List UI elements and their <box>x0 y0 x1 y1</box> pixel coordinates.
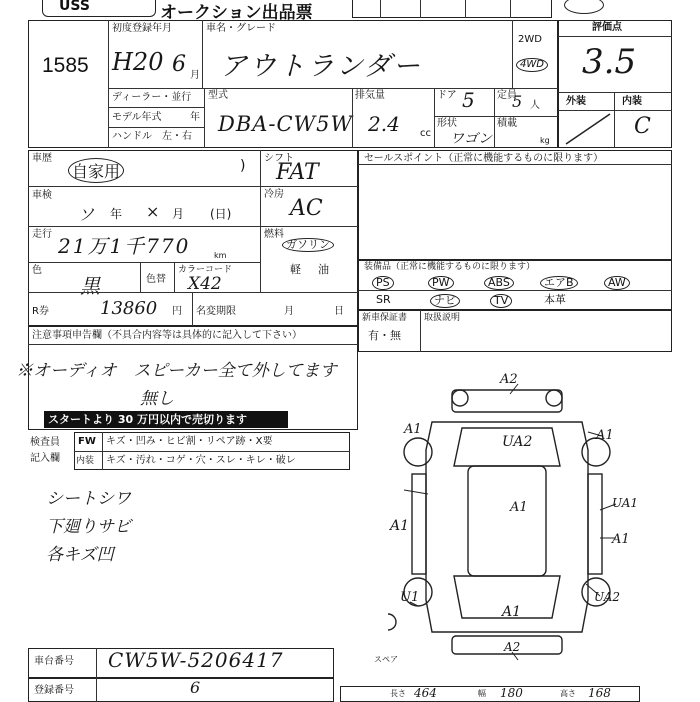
equip-abs: ABS <box>484 276 514 290</box>
color-code-label: カラーコード <box>178 265 233 275</box>
usage-label: 車歴 <box>32 153 52 164</box>
inspection-month: 月 <box>172 207 185 221</box>
owner-manual-label: 取扱説明 <box>424 313 461 323</box>
diagram-mark-8: A1 <box>510 500 528 515</box>
spare-label: スペア <box>374 655 398 664</box>
equip-ps: PS <box>372 276 394 290</box>
inspector-line1: シートシワ <box>46 489 131 509</box>
fuel-value: ガソリン <box>282 238 334 252</box>
diagram-mark-7: A1 <box>612 532 630 547</box>
mileage-value: 21万1千770 <box>58 234 191 258</box>
int-items: キズ・汚れ・コゲ・穴・スレ・キレ・破レ <box>106 455 296 466</box>
notes-line1: ※オーディオ スピーカー全て外してます <box>16 361 337 381</box>
displacement-value: 2.4 <box>368 112 400 136</box>
equip-sr: SR <box>376 293 391 306</box>
equip-pw: PW <box>428 276 454 290</box>
seats-label: 定員 <box>497 90 517 101</box>
inspector-line2: 下廻りサビ <box>46 517 131 537</box>
size-value-length: 464 <box>414 686 437 700</box>
header-circle-mark <box>564 0 604 14</box>
name-change-day: 日 <box>334 306 344 317</box>
header-mini-table <box>352 0 552 18</box>
registration-label: 初度登録年月 <box>112 23 172 34</box>
fuel-label: 燃料 <box>264 229 284 240</box>
inspection-year-mark: ソ <box>78 205 95 224</box>
shift-value: FAT <box>276 160 319 185</box>
vehicle-name-label: 車名・グレード <box>206 23 276 34</box>
diagram-mark-1: A2 <box>500 372 518 387</box>
notes-header: 注意事項申告欄（不具合内容等は具体的に記入して下さい） <box>32 330 302 341</box>
fuel-oil: 油 <box>318 263 329 276</box>
rating-interior-value: C <box>634 114 651 139</box>
equip-airbag: エアB <box>540 276 578 290</box>
handle-label: ハンドル 左・右 <box>112 131 192 142</box>
inspector-line3: 各キズ凹 <box>46 545 114 565</box>
recycle-label: R券 <box>32 306 49 317</box>
service-record-value: 有・無 <box>368 329 401 342</box>
usage-paren: ) <box>240 158 246 174</box>
displacement-label: 排気量 <box>355 90 385 101</box>
notes-line2: 無し <box>140 389 174 409</box>
logo-text: USS <box>59 0 90 14</box>
inspector-label-1: 検査員 <box>30 437 60 448</box>
dealer-label: ディーラー・並行 <box>112 92 192 103</box>
mileage-label: 走行 <box>32 229 52 240</box>
registration-month-unit: 月 <box>190 70 200 81</box>
registration-month: 6 <box>172 52 186 77</box>
equip-navi: ナビ <box>430 294 460 308</box>
reg-value: 6 <box>190 678 201 697</box>
diagram-mark-10: A1 <box>502 604 522 620</box>
ext-items: キズ・凹み・ヒビ割・リペア跡・X要 <box>106 436 273 447</box>
car-damage-diagram <box>388 370 678 670</box>
service-record-label: 新車保証書 <box>362 313 408 323</box>
registration-year: H20 <box>112 48 164 76</box>
rating-exterior-label: 外装 <box>566 96 586 107</box>
type-label: 型式 <box>208 90 228 101</box>
inspection-month-mark: × <box>146 202 160 221</box>
shape-label: 形状 <box>437 118 457 129</box>
inspection-label: 車検 <box>32 190 52 201</box>
exterior-slash <box>560 110 614 148</box>
doors-label: ドア <box>437 90 457 101</box>
notes-banner: スタートより 30 万円以内で売切ります <box>44 411 288 428</box>
rating-score-value: 3.5 <box>582 42 637 82</box>
weight-label: 積載 <box>497 118 517 129</box>
diagram-mark-4: A1 <box>596 428 614 443</box>
recycle-unit: 円 <box>172 306 182 317</box>
drive-2wd: 2WD <box>518 34 542 45</box>
aircon-label: 冷房 <box>264 189 284 200</box>
ext-tag: FW <box>78 436 96 447</box>
size-value-height: 168 <box>588 686 611 700</box>
diagram-mark-12: A2 <box>504 640 521 654</box>
usage-value: 自家用 <box>68 158 124 183</box>
inspection-year: 年 <box>110 207 123 221</box>
lot-number: 1585 <box>42 54 89 77</box>
seats-value: 5 <box>512 92 523 111</box>
diagram-mark-2: UA2 <box>502 434 533 450</box>
rating-score-label: 評価点 <box>592 22 622 33</box>
doors-value: 5 <box>462 88 475 112</box>
color-label: 色 <box>32 265 42 276</box>
size-value-width: 180 <box>500 686 523 700</box>
chassis-value: CW5W-5206417 <box>108 648 284 672</box>
int-tag: 内装 <box>76 456 95 466</box>
equip-aw: AW <box>604 276 630 290</box>
header-logo <box>42 0 156 17</box>
reg-label: 登録番号 <box>34 685 74 696</box>
equipment-title: 装備品（正常に機能するものに限ります） <box>364 262 536 272</box>
fuel-light: 軽 <box>290 263 301 276</box>
color-no-label: 色替 <box>146 274 166 285</box>
name-change-label: 名変期限 <box>196 306 236 317</box>
sales-point-box <box>358 150 672 260</box>
cc-unit: cc <box>420 128 431 139</box>
diagram-mark-5: UA1 <box>612 496 639 510</box>
aircon-value: AC <box>290 196 323 221</box>
type-value: DBA-CW5W <box>218 112 354 136</box>
equip-tv: TV <box>490 294 512 308</box>
inspector-label-2: 記入欄 <box>30 453 60 464</box>
diagram-mark-11: UA2 <box>594 590 621 604</box>
km-unit: km <box>214 251 227 260</box>
vehicle-name-value: アウトランダー <box>220 51 422 82</box>
size-label-width: 幅 <box>478 689 486 698</box>
diagram-mark-3: A1 <box>404 422 422 437</box>
color-code-value: X42 <box>188 274 222 294</box>
diagram-mark-6: A1 <box>390 518 410 534</box>
drive-4wd: 4WD <box>516 58 548 72</box>
sales-point-title: セールスポイント（正常に機能するものに限ります） <box>364 153 604 164</box>
size-label-height: 高さ <box>560 689 576 698</box>
seats-unit: 人 <box>530 100 540 111</box>
chassis-label: 車台番号 <box>34 656 74 667</box>
model-year-label: モデル年式 <box>112 112 162 123</box>
diagram-mark-9: U1 <box>400 590 420 605</box>
color-value: 黒 <box>80 274 100 298</box>
recycle-value: 13860 <box>100 298 158 319</box>
name-change-month: 月 <box>284 306 294 317</box>
shift-label: シフト <box>264 153 294 164</box>
shape-value: ワゴン <box>450 131 492 147</box>
form-title: オークション出品票 <box>160 3 313 23</box>
rating-interior-label: 内装 <box>622 96 642 107</box>
inspection-day: (日) <box>210 207 232 221</box>
equip-leather: 本革 <box>544 293 566 306</box>
model-year-unit: 年 <box>190 112 200 123</box>
weight-unit: kg <box>540 136 550 145</box>
size-label-length: 長さ <box>390 689 406 698</box>
